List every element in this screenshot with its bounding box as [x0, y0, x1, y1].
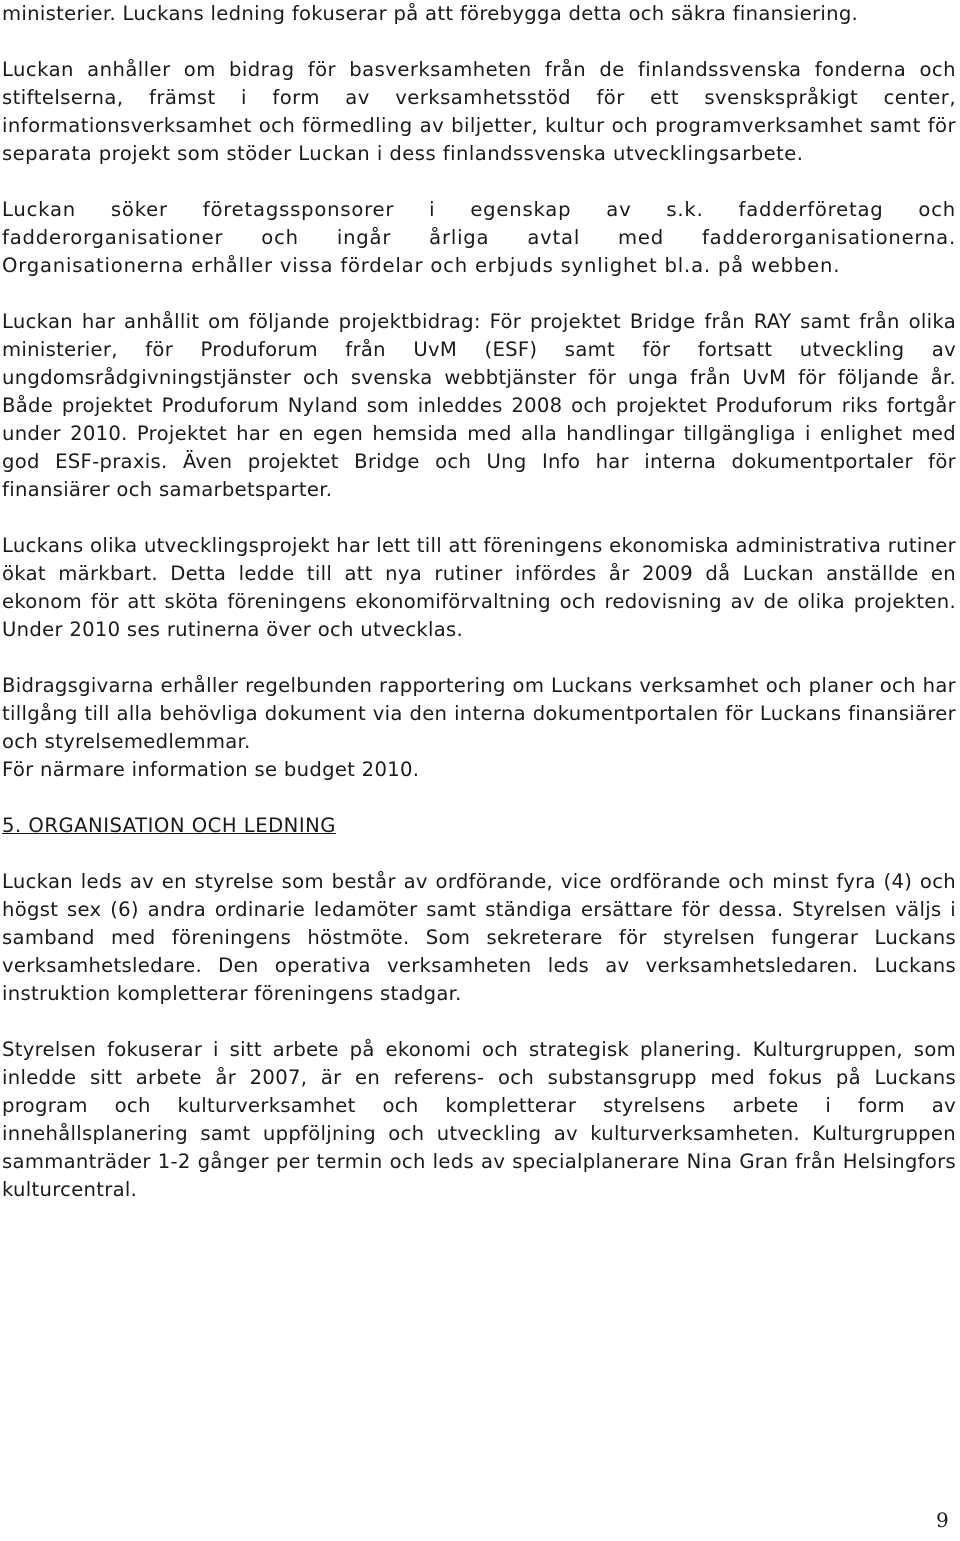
paragraph-sponsors: Luckan söker företagssponsorer i egenskap av s.k. fadderföretag och fadderorganisationer och ingår årliga avtal med fadderorganisationerna. Organisationerna erhåller vissa fördelar och erbjuds synlighet bl.a. på webben. [2, 198, 956, 277]
paragraph-development-projects: Luckans olika utvecklingsprojekt har lett till att föreningens ekonomiska administrativa rutiner ökat märkbart. Detta ledde till att nya rutiner infördes år 2009 då Luckan anställde en ekonom för att sköta föreningens ekonomiförvaltning och redovisning av de olika projekten. Under 2010 ses rutinerna över och utvecklas. [2, 534, 956, 641]
paragraph-project-grants: Luckan har anhållit om följande projektbidrag: För projektet Bridge från RAY samt från olika ministerier, för Produforum från UvM (ESF) samt för fortsatt utveckling av ungdomsrådgivningstjänster och svenska webbtjänster för unga från UvM för följande år. Både projektet Produforum Nyland som inleddes 2008 och projektet Produforum riks fortgår under 2010. Projektet har en egen hemsida med alla handlingar tillgängliga i enlighet med god ESF-praxis. Även projektet Bridge och Ung Info har interna dokumentportaler för finansiärer och samarbetsparter. [2, 310, 956, 501]
paragraph-budget-reference: För närmare information se budget 2010. [2, 758, 420, 781]
paragraph-board: Luckan leds av en styrelse som består av ordförande, vice ordförande och minst fyra (4) och högst sex (6) andra ordinarie ledamöter samt ständiga ersättare för dessa. Styrelsen väljs i samband med föreningens höstmöte. Som sekreterare för styrelsen fungerar Luckans verksamhetsledare. Den operativa verksamheten leds av verksamhetsledaren. Luckans instruktion kompletterar föreningens stadgar. [2, 870, 956, 1005]
paragraph-basic-funding: Luckan anhåller om bidrag för basverksamheten från de finlandssvenska fonderna och stiftelserna, främst i form av verksamhetsstöd för ett svenskspråkigt center, informationsverksamhet och förmedling av biljetter, kultur och programverksamhet samt för separata projekt som stöder Luckan i dess finlandssvenska utvecklingsarbete. [2, 58, 956, 165]
paragraph-reporting: Bidragsgivarna erhåller regelbunden rapportering om Luckans verksamhet och planer och har tillgång till alla behövliga dokument via den interna dokumentportalen för Luckans finansiärer och styrelsemedlemmar. [2, 674, 956, 753]
section-heading: 5. ORGANISATION OCH LEDNING [2, 814, 336, 837]
page-number: 9 [936, 1508, 949, 1532]
paragraph-culture-group: Styrelsen fokuserar i sitt arbete på ekonomi och strategisk planering. Kulturgruppen, som inledde sitt arbete år 2007, är en referens- och substansgrupp med fokus på Luckans program och kulturverksamhet och kompletterar styrelsens arbete i form av innehållsplanering samt uppföljning och utveckling av kulturverksamheten. Kulturgruppen sammanträder 1-2 gånger per termin och leds av specialplanerare Nina Gran från Helsingfors kulturcentral. [2, 1038, 956, 1201]
paragraph-financing-intro: ministerier. Luckans ledning fokuserar på att förebygga detta och säkra finansiering. [2, 2, 859, 25]
document-page [2, 0, 956, 1204]
